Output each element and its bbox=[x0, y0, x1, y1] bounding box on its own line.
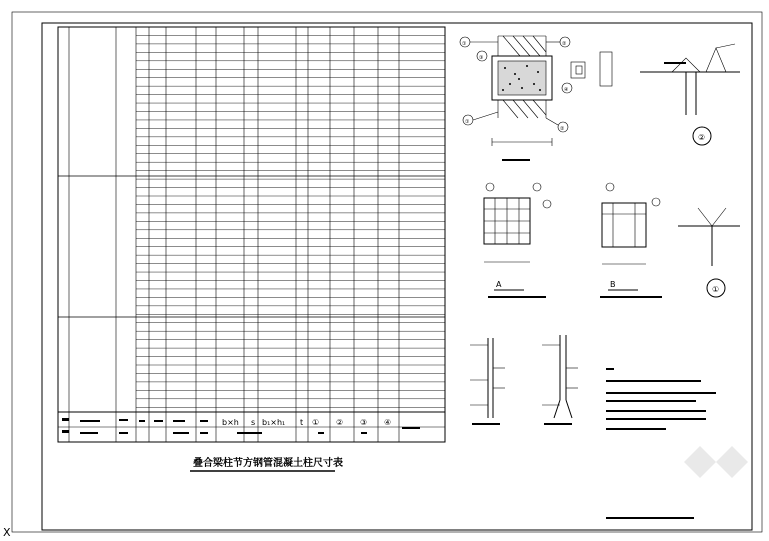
leader-circle-4-label: ④ bbox=[564, 87, 569, 93]
concrete-core bbox=[498, 61, 546, 95]
corner-x-mark: X bbox=[3, 526, 11, 539]
footer-caption-mark bbox=[606, 517, 694, 519]
header-cell-circle-4: ④ bbox=[384, 418, 392, 427]
weld-detail-2 bbox=[640, 44, 740, 145]
column-elevation-left bbox=[470, 338, 505, 425]
header-cell-circle-3: ③ bbox=[360, 418, 368, 427]
section-b-outer bbox=[602, 203, 646, 247]
column-elevation-right bbox=[542, 335, 578, 425]
header-cell-b1-x-h1: b₁×h₁ bbox=[262, 418, 286, 427]
section-a-detail bbox=[484, 183, 551, 298]
leader-circle-2-top-label: ② bbox=[562, 41, 567, 47]
header-cell-s: s bbox=[251, 418, 256, 427]
header-cell-circle-2: ② bbox=[336, 418, 344, 427]
leader-circle-2-bottom-label: ② bbox=[560, 126, 565, 132]
leader-circle-1-bottom-label: ① bbox=[465, 119, 470, 125]
weld-detail-2-label: ② bbox=[698, 133, 706, 142]
weld-detail-1-label: ① bbox=[712, 285, 720, 294]
general-notes bbox=[606, 368, 716, 430]
section-b-detail bbox=[600, 183, 662, 298]
leader-circle-1-top-label: ① bbox=[462, 41, 467, 47]
header-cell-circle-1: ① bbox=[312, 418, 320, 427]
dimension-table bbox=[58, 27, 445, 442]
section-a-label: A bbox=[496, 280, 502, 289]
header-cell-b-x-h: b×h bbox=[222, 418, 239, 427]
column-section-detail bbox=[460, 36, 612, 161]
sheet-inner-border bbox=[42, 23, 752, 530]
table-title: 叠合梁柱节方钢管混凝土柱尺寸表 bbox=[193, 458, 343, 469]
section-b-label: B bbox=[610, 280, 616, 289]
table-grid bbox=[58, 27, 445, 442]
watermark-logo bbox=[684, 446, 748, 478]
table-header-row bbox=[222, 418, 391, 427]
leader-circle-3-label: ③ bbox=[479, 55, 484, 61]
weld-detail-1 bbox=[678, 208, 740, 297]
header-cell-t: t bbox=[300, 418, 304, 427]
